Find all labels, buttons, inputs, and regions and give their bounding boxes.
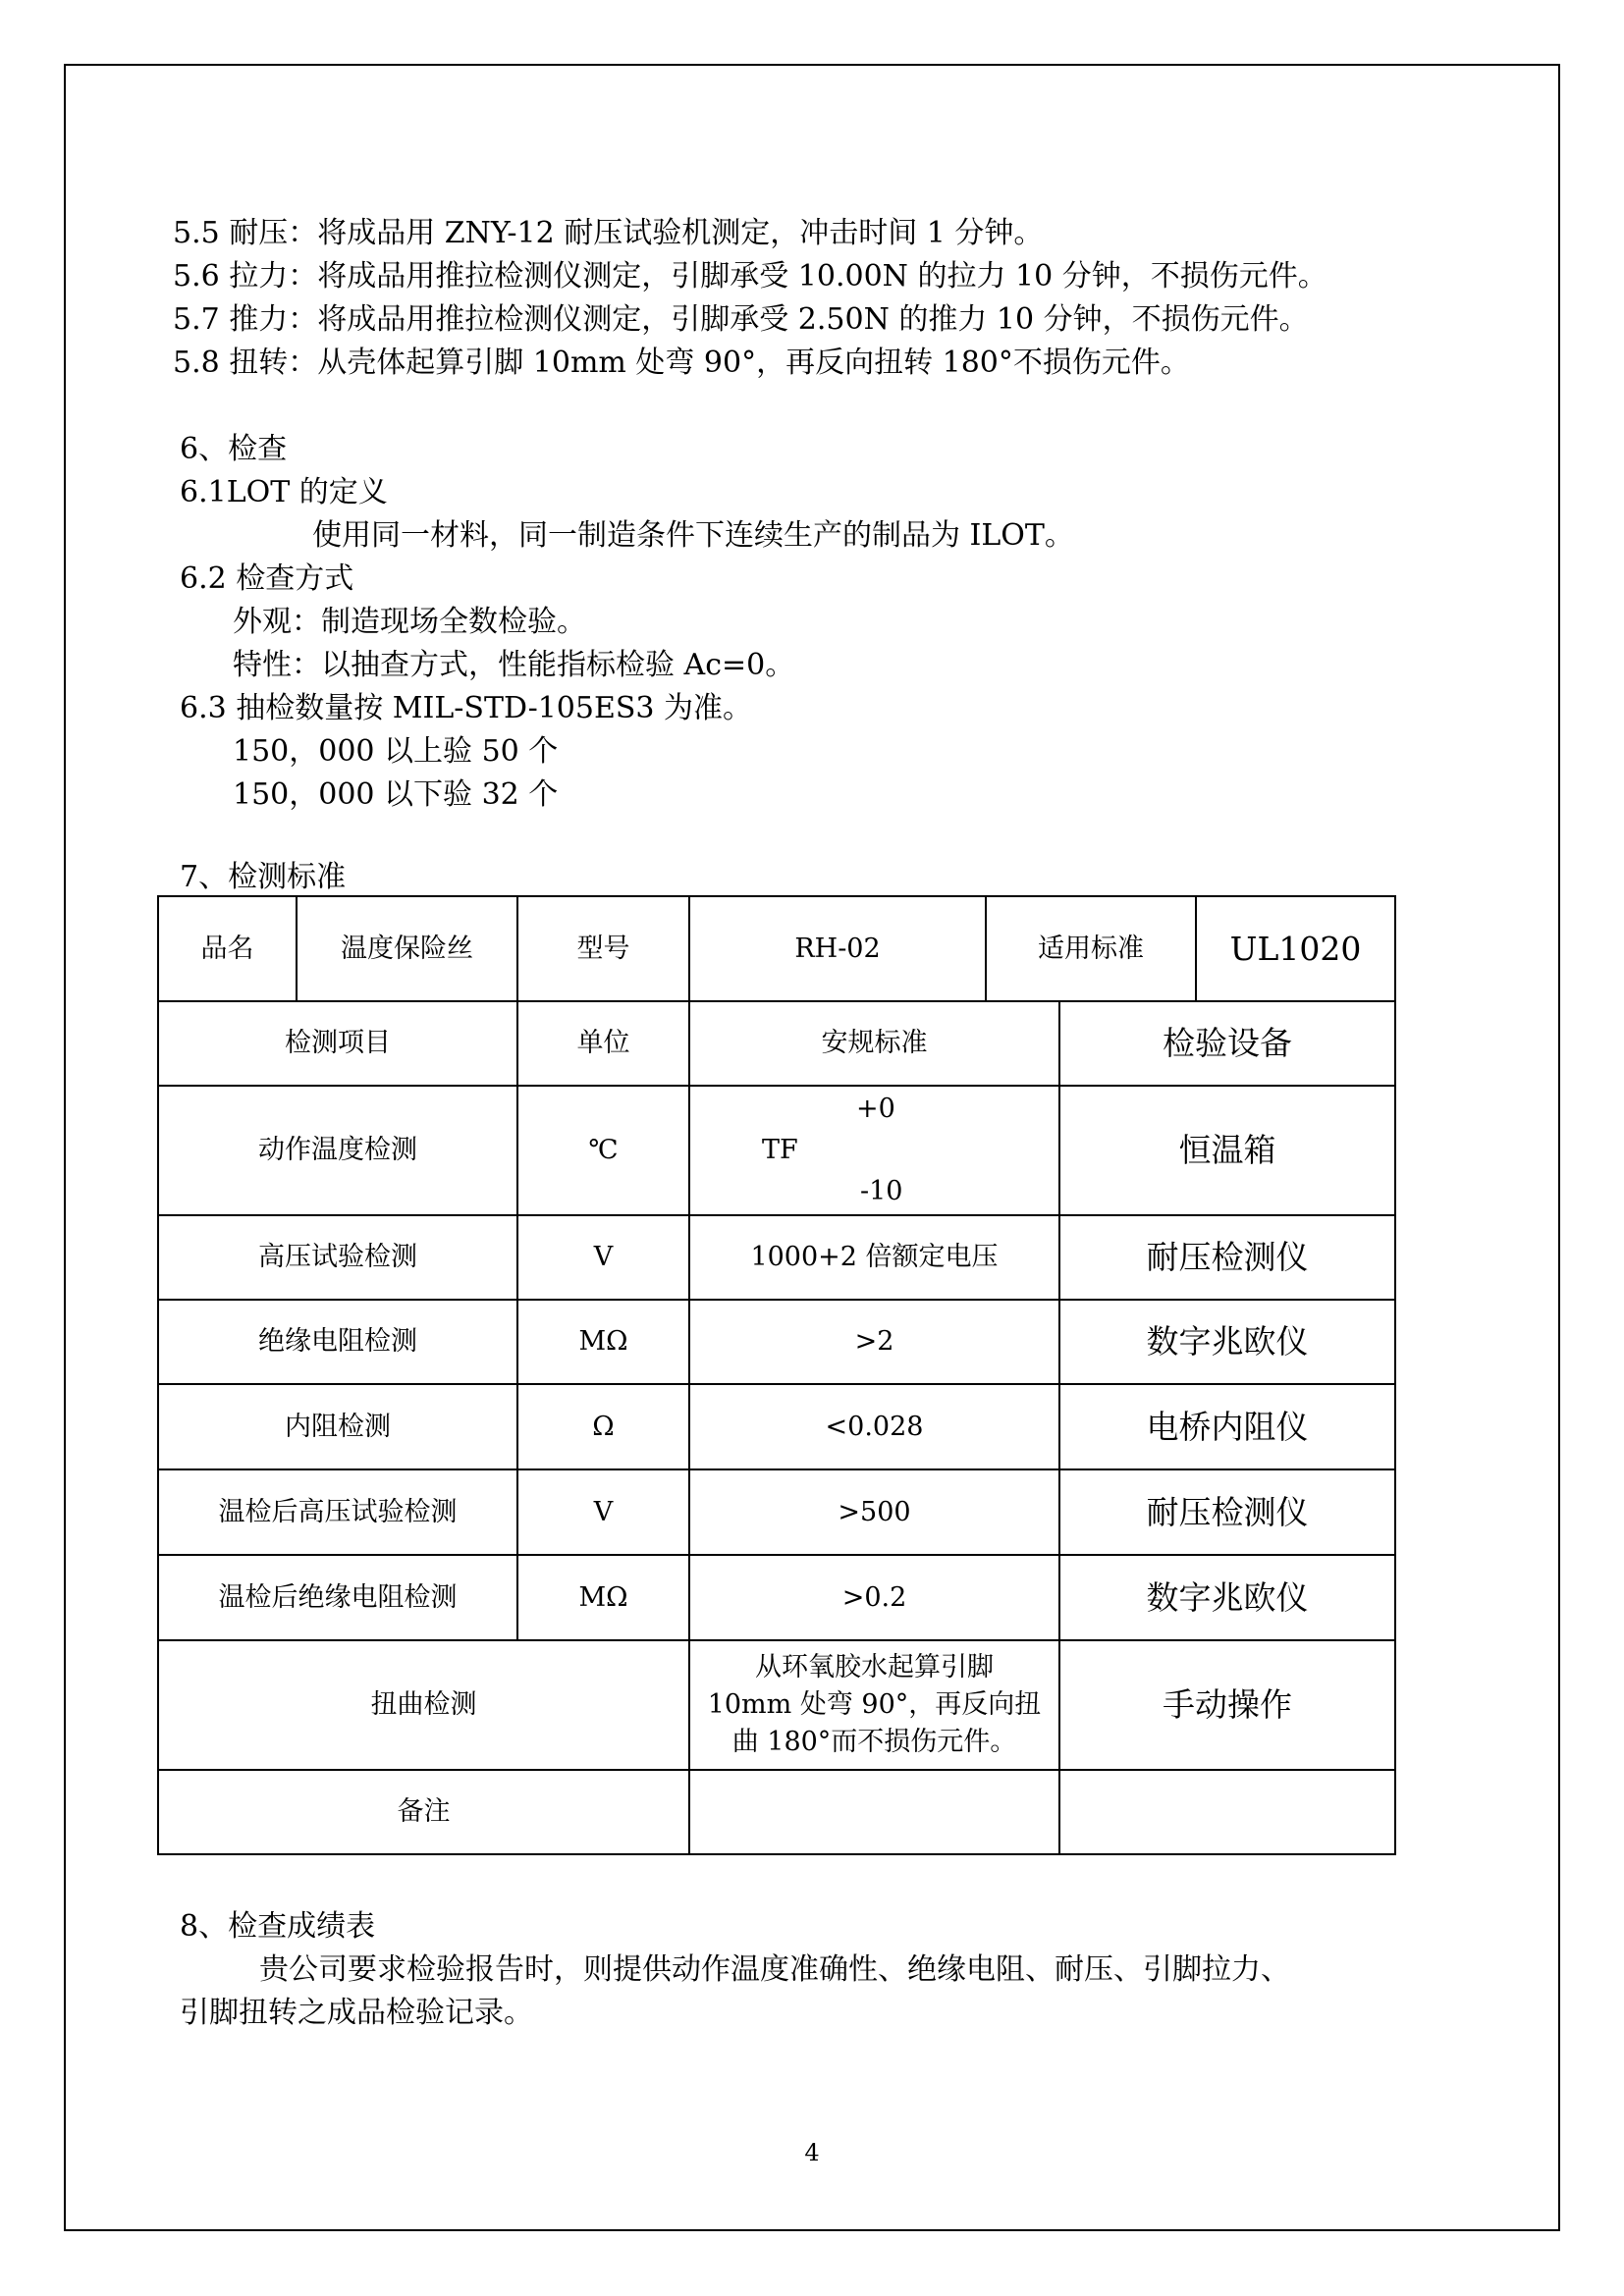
inspection-standard-table (157, 895, 1396, 1855)
table-row-unit: V (593, 1242, 614, 1272)
table-row-item: 绝缘电阻检测 (258, 1326, 417, 1357)
table-row-unit: Ω (592, 1411, 615, 1442)
header-standard: 安规标准 (821, 1028, 928, 1058)
table-row-equipment: 数字兆欧仪 (1146, 1577, 1309, 1617)
twist-standard-line-2: 10mm 处弯 90°，再反向扭 (707, 1689, 1042, 1720)
table-row-unit: V (593, 1496, 614, 1527)
section-8-text-2: 引脚扭转之成品检验记录。 (180, 1996, 533, 2030)
sample-below: 150，000 以下验 32 个 (233, 777, 559, 812)
section-6-heading: 6、检查 (180, 432, 288, 466)
table-row-item: 温检后高压试验检测 (218, 1496, 458, 1527)
table-row-equipment: 电桥内阻仪 (1146, 1407, 1309, 1446)
clause-5-8: 5.8 扭转：从壳体起算引脚 10mm 处弯 90°，再反向扭转 180°不损伤元件。 (173, 346, 1190, 380)
clause-5-6: 5.6 拉力：将成品用推拉检测仪测定，引脚承受 10.00N 的拉力 10 分钟，不损伤元件。 (173, 259, 1327, 294)
product-name-value: 温度保险丝 (341, 933, 473, 964)
clause-5-7: 5.7 推力：将成品用推拉检测仪测定，引脚承受 2.50N 的推力 10 分钟，不损伤元件。 (173, 302, 1309, 337)
table-row-standard: >2 (854, 1326, 894, 1357)
table-row-unit: ℃ (588, 1135, 619, 1165)
twist-standard-line-3: 曲 180°而不损伤元件。 (731, 1727, 1017, 1757)
section-8-text-1: 贵公司要求检验报告时，则提供动作温度准确性、绝缘电阻、耐压、引脚拉力、 (259, 1952, 1290, 1987)
table-row-equipment: 手动操作 (1163, 1685, 1292, 1724)
table-row-equipment: 数字兆欧仪 (1146, 1322, 1309, 1361)
twist-standard-line-1: 从环氧胶水起算引脚 (755, 1652, 994, 1682)
page-number: 4 (804, 2139, 820, 2166)
table-row-unit: MΩ (578, 1326, 628, 1357)
product-name-label: 品名 (200, 933, 254, 964)
table-row-standard: 1000+2 倍额定电压 (750, 1242, 999, 1272)
table-row-standard: >500 (838, 1496, 911, 1527)
header-unit: 单位 (576, 1028, 630, 1058)
table-row-equipment: 耐压检测仪 (1146, 1238, 1309, 1276)
section-8-heading: 8、检查成绩表 (180, 1909, 376, 1944)
header-item: 检测项目 (285, 1028, 391, 1058)
twist-standard (690, 1641, 1058, 1769)
sample-above: 150，000 以上验 50 个 (233, 734, 559, 769)
table-row-item: 内阻检测 (285, 1411, 391, 1442)
table-row-item: 动作温度检测 (258, 1135, 417, 1165)
table-row-item: 温检后绝缘电阻检测 (218, 1581, 458, 1613)
section-7-heading: 7、检测标准 (180, 860, 347, 894)
clause-6-3-heading: 6.3 抽检数量按 MIL-STD-105ES3 为准。 (180, 691, 753, 725)
clause-6-2-appearance: 外观：制造现场全数检验。 (233, 605, 586, 639)
tf-label: TF (762, 1135, 798, 1165)
table-row-standard: <0.028 (825, 1411, 924, 1442)
clause-6-1-heading: 6.1LOT 的定义 (180, 475, 388, 509)
standard-value: UL1020 (1229, 929, 1362, 968)
table-row-item: 高压试验检测 (258, 1242, 417, 1272)
tolerance-lower: -10 (860, 1176, 903, 1206)
remark-cell (690, 1771, 1058, 1853)
standard-label: 适用标准 (1038, 933, 1144, 964)
clause-6-1-text: 使用同一材料，同一制造条件下连续生产的制品为 ILOT。 (312, 518, 1074, 553)
tolerance-upper: +0 (856, 1094, 895, 1124)
clause-6-2-property: 特性：以抽查方式，性能指标检验 Ac=0。 (233, 648, 795, 682)
table-row-equipment: 耐压检测仪 (1146, 1492, 1309, 1531)
table-row-item: 扭曲检测 (370, 1689, 477, 1720)
remark-cell (1060, 1771, 1394, 1853)
table-row-standard: >0.2 (841, 1581, 907, 1613)
header-equipment: 检验设备 (1163, 1024, 1292, 1062)
clause-6-2-heading: 6.2 检查方式 (180, 561, 354, 596)
table-row-unit: MΩ (578, 1581, 628, 1613)
table-row-equipment: 恒温箱 (1178, 1131, 1276, 1169)
clause-5-5: 5.5 耐压：将成品用 ZNY-12 耐压试验机测定，冲击时间 1 分钟。 (173, 216, 1044, 250)
model-value: RH-02 (794, 933, 881, 964)
remark-label: 备注 (397, 1796, 451, 1827)
model-label: 型号 (576, 933, 630, 964)
